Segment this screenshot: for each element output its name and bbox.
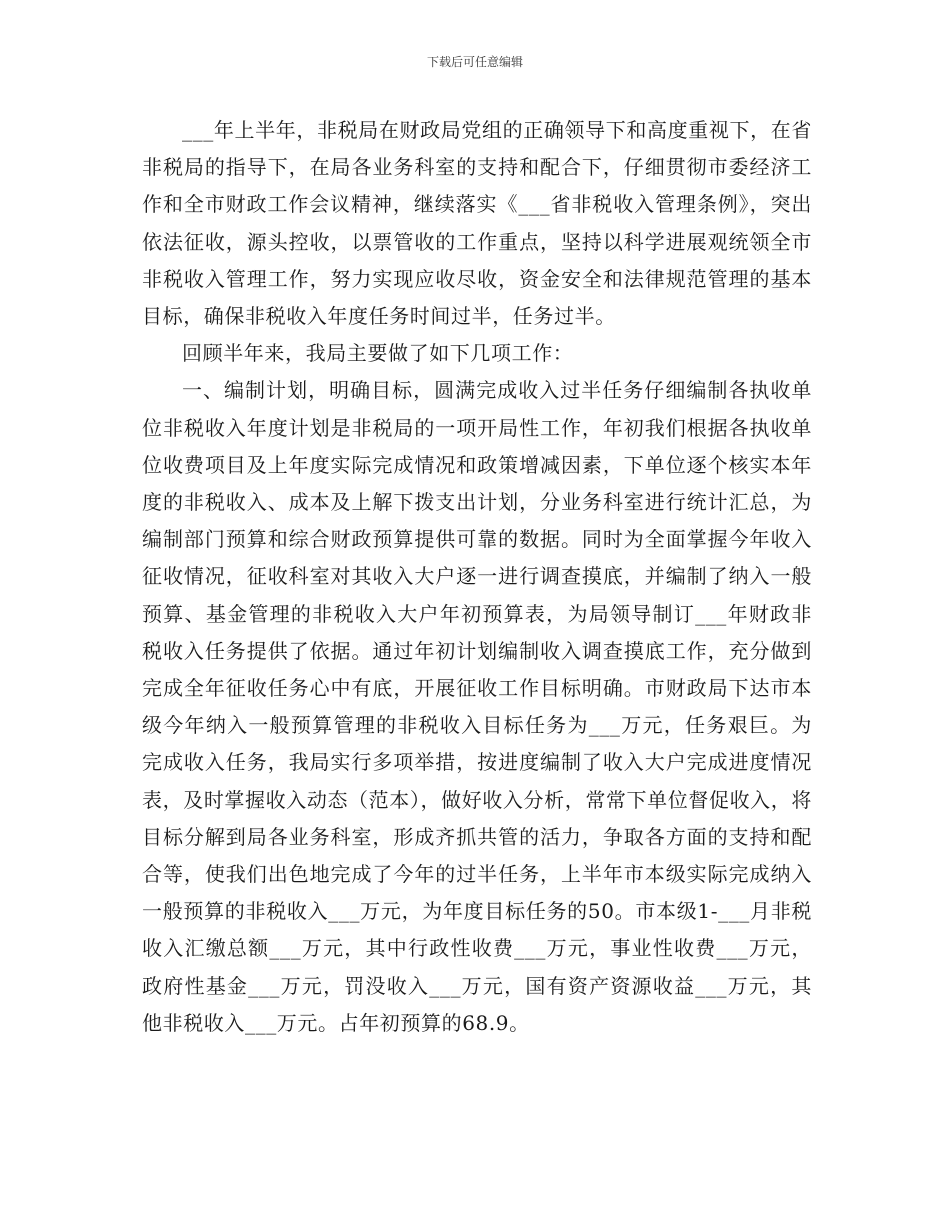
page-header-note: 下载后可任意编辑 (426, 55, 523, 69)
paragraph-section-one: 一、编制计划，明确目标，圆满完成收入过半任务仔细编制各执收单位非税收入年度计划是非税局的一项开局性工作，年初我们根据各执收单位收费项目及上年度实际完成情况和政策增减因素，下单位逐个核实本年度的非税收入、成本及上解下拨支出计划，分业务科室进行统计汇总，为编制部门预算和综合财政预算提供可靠的数据。同时为全面掌握今年收入征收情况，征收科室对其收入大户逐一进行调查摸底，并编制了纳入一般预算、基金管理的非税收入大户年初预算表，为局领导制订___年财政非税收入任务提供了依据。通过年初计划编制收入调查摸底工作，充分做到完成全年征收任务心中有底，开展征收工作目标明确。市财政局下达市本级今年纳入一般预算管理的非税收入目标任务为___万元，任务艰巨。为完成收入任务，我局实行多项举措，按进度编制了收入大户完成进度情况表，及时掌握收入动态（范本），做好收入分析，常常下单位督促收入，将目标分解到局各业务科室，形成齐抓共管的活力，争取各方面的支持和配合等，使我们出色地完成了今年的过半任务，上半年市本级实际完成纳入一般预算的非税收入___万元，为年度目标任务的50。市本级1-___月非税收入汇缴总额___万元，其中行政性收费___万元，事业性收费___万元，政府性基金___万元，罚没收入___万元，国有资产资源收益___万元，其他非税收入___万元。占年初预算的68.9。 (142, 378, 812, 1035)
paragraph-intro: ___年上半年，非税局在财政局党组的正确领导下和高度重视下，在省非税局的指导下，在局各业务科室的支持和配合下，仔细贯彻市委经济工作和全市财政工作会议精神，继续落实《___省非税收入管理条例》，突出依法征收，源头控收，以票管收的工作重点，坚持以科学进展观统领全市非税收入管理工作，努力实现应收尽收，资金安全和法律规范管理的基本目标，确保非税收入年度任务时间过半，任务过半。 (142, 118, 812, 329)
paragraph-review-lead: 回顾半年来，我局主要做了如下几项工作： (182, 341, 574, 366)
document-body (142, 112, 812, 1042)
